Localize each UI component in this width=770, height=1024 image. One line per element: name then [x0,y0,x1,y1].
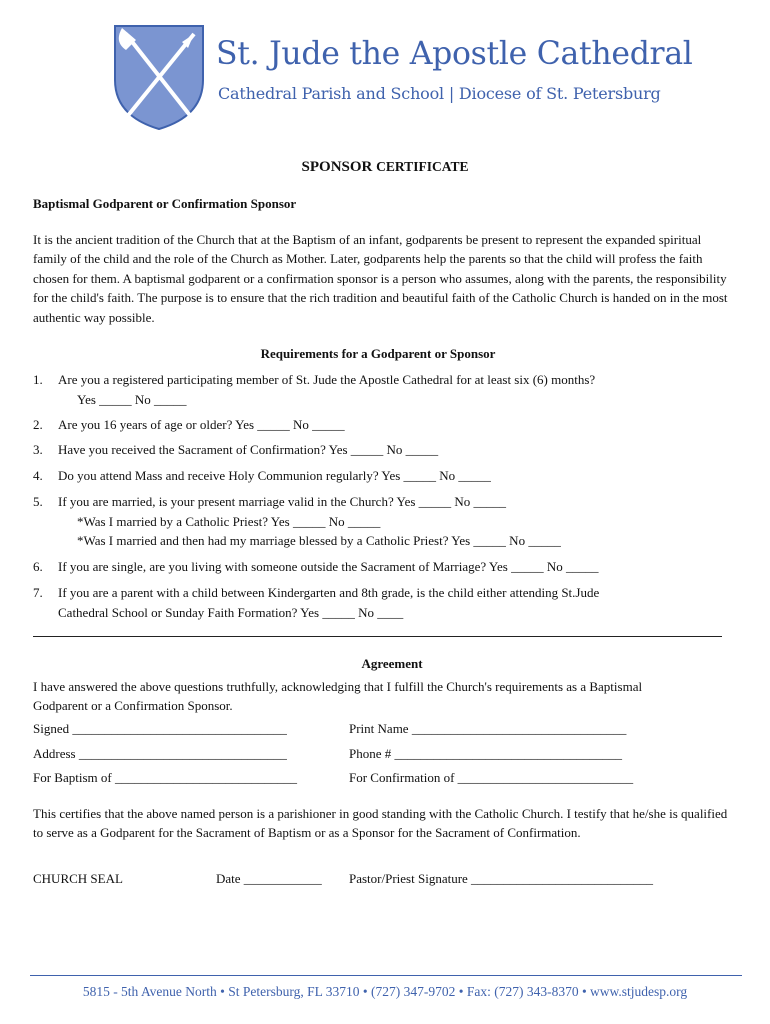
organization-subtitle: Cathedral Parish and School | Diocese of St. Petersburg [218,84,661,103]
question-line: If you are a parent with a child between Kindergarten and 8th grade, is the child either attending St.Jude [58,585,600,600]
print-name-field[interactable]: Print Name _________________________________ [349,721,627,736]
subheading: Baptismal Godparent or Confirmation Sponsor [33,196,297,211]
phone-field[interactable]: Phone # ___________________________________ [349,746,622,761]
footer-contact: 5815 - 5th Avenue North • St Petersburg, FL 33710 • (727) 347-9702 • Fax: (727) 343-8370 • www.stjudesp.org [82,984,688,999]
question-5 [33,492,733,551]
question-number: 1. [33,372,43,387]
baptism-field[interactable]: For Baptism of ____________________________ [33,770,297,785]
question-number: 4. [33,468,43,483]
question-6 [33,557,733,577]
question-line: Cathedral School or Sunday Faith Formation? Yes _____ No ____ [58,604,404,620]
question-number: 7. [33,585,43,600]
question-1 [33,370,733,409]
question-3 [33,440,733,460]
question-text: If you are single, are you living with someone outside the Sacrament of Marriage? Yes _____ No _____ [58,559,599,574]
church-seal-label: CHURCH SEAL [33,871,123,886]
question-text: Have you received the Sacrament of Confirmation? Yes _____ No _____ [58,442,439,457]
title-main: SPONSOR [301,159,373,175]
title-rest: CERTIFICATE [376,159,469,174]
question-text [58,492,733,551]
document-title [0,159,770,176]
question-4 [33,466,733,486]
question-number: 2. [33,417,43,432]
intro-paragraph: It is the ancient tradition of the Church that at the Baptism of an infant, godparents be present to represent the expanded spiritual family of the child and the role of the Church as Mother. Later, godparents help the parents so that the child will profess the faith chosen for them. A baptismal godparent or a confirmation sponsor is a person who assumes, along with the parents, the responsibility for the child's faith. The purpose is to ensure that the rich tradition and beautiful faith of the Catholic Church is handed on in the most authentic way possible. [33,232,728,325]
cathedral-shield-logo [112,22,206,132]
question-line: Are you a registered participating member of St. Jude the Apostle Cathedral for at least six (6) months? [58,372,596,387]
question-number: 6. [33,559,43,574]
question-text: Do you attend Mass and receive Holy Communion regularly? Yes _____ No _____ [58,468,491,483]
question-7 [33,583,733,622]
footer-divider [30,975,742,976]
requirements-title: Requirements for a Godparent or Sponsor [260,346,496,361]
question-2 [33,415,733,435]
signed-field[interactable]: Signed _________________________________ [33,721,287,736]
date-field[interactable]: Date ____________ [216,871,322,886]
sub-question-line: *Was I married by a Catholic Priest? Yes _____ No _____ [77,513,381,529]
certify-paragraph: This certifies that the above named person is a parishioner in good standing with the Catholic Church. I testify that he/she is qualified to serve as a Godparent for the Sacrament of Baptism or as a Sponsor for the Sacrament of Confirmation. [33,806,728,841]
address-field[interactable]: Address ________________________________ [33,746,287,761]
question-text: Are you 16 years of age or older? Yes _____ No _____ [58,417,345,432]
section-divider [33,636,722,637]
answer-line: Yes _____ No _____ [77,391,187,407]
organization-name: St. Jude the Apostle Cathedral [216,36,693,72]
question-text [58,583,733,622]
question-number: 5. [33,494,43,509]
agreement-text: I have answered the above questions truthfully, acknowledging that I fulfill the Church's requirements as a Baptismal Godparent or a Confirmation Sponsor. [33,679,643,714]
confirmation-field[interactable]: For Confirmation of ___________________________ [349,770,634,785]
question-number: 3. [33,442,43,457]
sub-question-line: *Was I married and then had my marriage blessed by a Catholic Priest? Yes _____ No _____ [77,533,561,548]
question-line: If you are married, is your present marriage valid in the Church? Yes _____ No _____ [58,494,507,509]
agreement-title: Agreement [361,656,423,671]
pastor-signature-field[interactable]: Pastor/Priest Signature ____________________________ [349,871,654,886]
question-text [58,370,733,409]
